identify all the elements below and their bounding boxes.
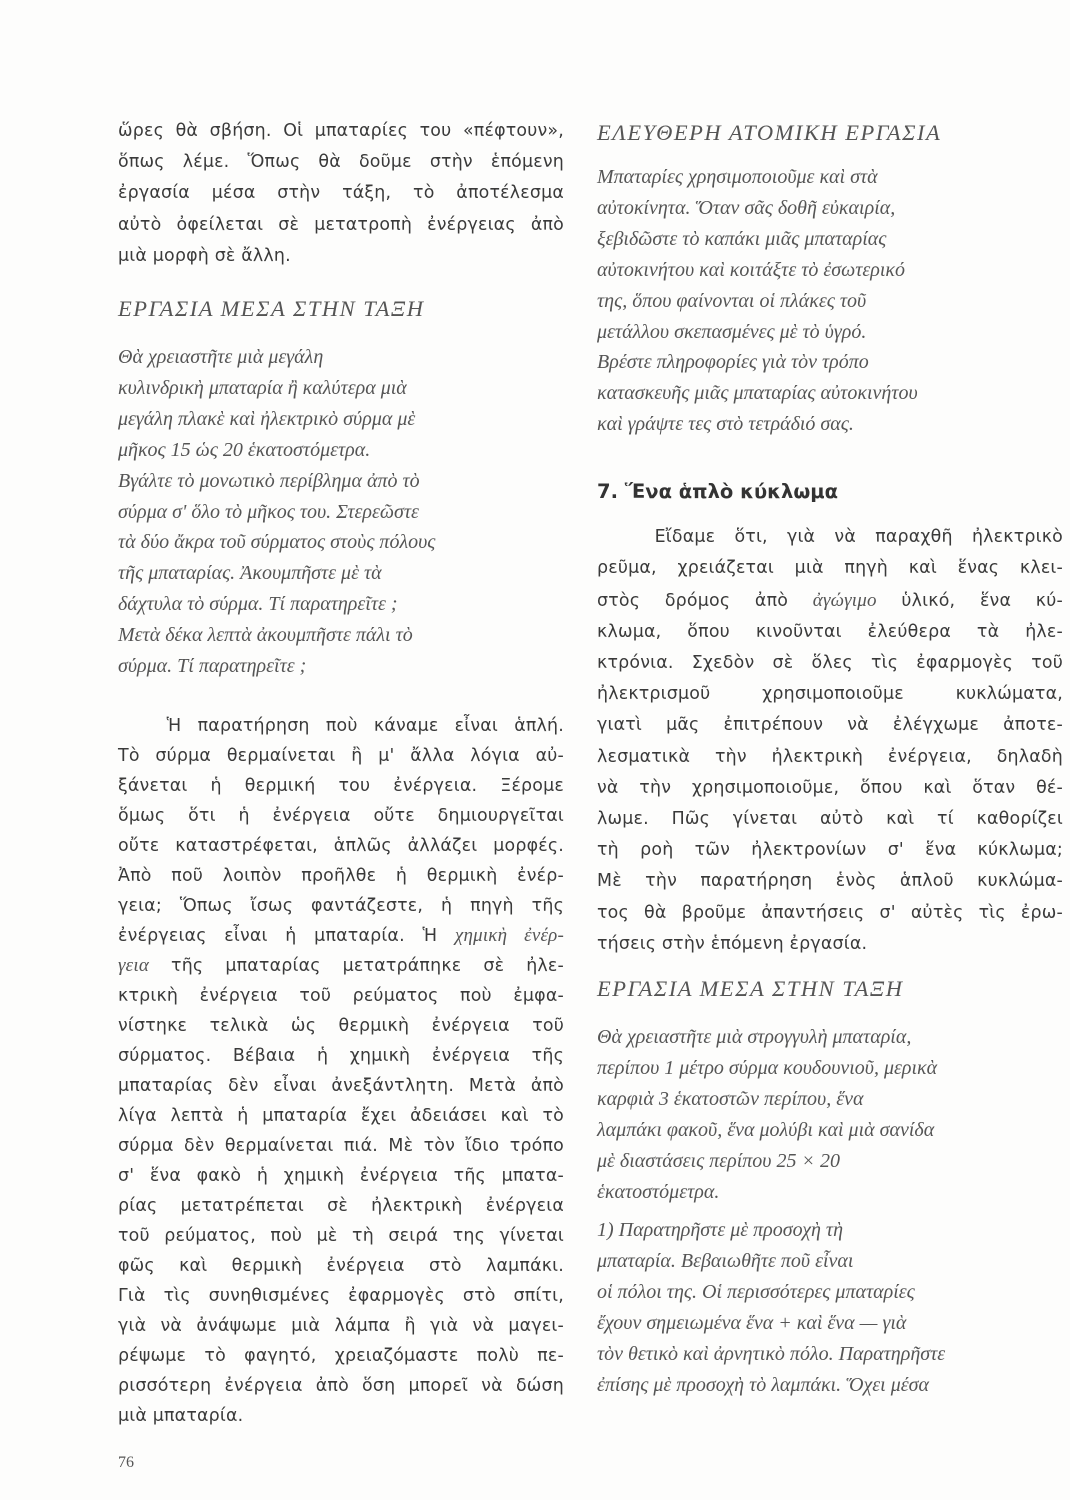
text-line: περίπου 1 μέτρο σύρμα κουδουνιοῦ, μερικὰ: [597, 1056, 938, 1079]
text-line: [597, 929, 1063, 960]
left-column: [118, 116, 564, 1431]
text-segment: λεσματικὰ τὴν ἠλεκτρικὴ ἐνέργεια, δηλαδὴ: [597, 746, 1063, 767]
emphasized-term: ἀγώγιμο: [812, 589, 877, 611]
text-line: [118, 981, 564, 1011]
text-segment: κτρόνια. Σχεδὸν σὲ ὅλες τὶς ἐφαρμογὲς τοῦ: [597, 652, 1063, 673]
text-segment: οὔτε καταστρέφεται, ἁπλῶς ἀλλάζει μορφές.: [118, 835, 564, 856]
text-line: [118, 711, 564, 741]
text-segment: ρεῦμα, χρειάζεται μιὰ πηγὴ καὶ ἕνας κλει-: [597, 558, 1063, 579]
text-segment: ὅμως ὅτι ἡ ἐνέργεια οὔτε δημιουργεῖται: [118, 805, 564, 826]
text-segment: ἠλεκτρισμοῦ χρησιμοποιοῦμε κυκλώματα,: [597, 684, 1063, 705]
text-segment: Γιὰ τὶς συνηθισμένες ἐφαρμογὲς στὸ σπίτι,: [118, 1285, 564, 1306]
text-segment: τοῦ ρεύματος, ποὺ μὲ τὴ σειρά της γίνεται: [118, 1225, 564, 1246]
text-line: καρφιὰ 3 ἑκατοστῶν περίπου, ἕνα: [597, 1087, 864, 1110]
text-line: κυλινδρικὴ μπαταρία ἢ καλύτερα μιὰ: [118, 376, 407, 399]
text-segment: φῶς καὶ θερμικὴ ἐνέργεια στὸ λαμπάκι.: [118, 1255, 564, 1276]
text-segment: λίγα λεπτὰ ἡ μπαταρία ἔχει ἀδειάσει καὶ τὸ: [118, 1105, 564, 1126]
text-segment: γιατὶ μᾶς ἐπιτρέπουν νὰ ἐλέγχωμε ἀποτε-: [597, 715, 1063, 736]
activity-materials: [597, 1022, 1063, 1207]
text-line: μὲ διαστάσεις περίπου 25 × 20: [597, 1149, 840, 1172]
text-segment: σύρμα δὲν θερμαίνεται πιά. Μὲ τὸν ἴδιο τρόπο: [118, 1135, 564, 1156]
text-segment: μιὰ μπαταρία.: [118, 1405, 244, 1426]
text-segment: Εἴδαμε ὅτι, γιὰ νὰ παραχθῆ ἠλεκτρικὸ: [597, 527, 1063, 548]
body-paragraph: [597, 522, 1063, 960]
text-line: [118, 1011, 564, 1041]
activity-instructions: [118, 342, 564, 682]
text-segment: κλωμα, ὅπου κινοῦνται ἐλεύθερα τὰ ἠλε-: [597, 621, 1063, 642]
text-line: ἑκατοστόμετρα.: [597, 1180, 720, 1203]
text-segment: Μὲ τὴν παρατήρηση ἑνὸς ἁπλοῦ κυκλώμα-: [597, 871, 1063, 892]
text-line: [597, 679, 1063, 710]
text-segment: σύρματος. Βέβαια ἡ χημικὴ ἐνέργεια τῆς: [118, 1045, 564, 1066]
text-line: Βγάλτε τὸ μονωτικὸ περίβλημα ἀπὸ τὸ: [118, 469, 420, 492]
text-line: Θὰ χρειαστῆτε μιὰ μεγάλη: [118, 346, 324, 369]
text-segment: ρέψωμε τὸ φαγητό, χρειαζόμαστε πολὺ πε-: [118, 1345, 564, 1366]
text-segment: γεια; Ὅπως ἴσως φαντάζεστε, ἡ πηγὴ τῆς: [118, 895, 564, 916]
text-segment: Τὸ σύρμα θερμαίνεται ἢ μ' ἄλλα λόγια αὐ-: [118, 745, 564, 766]
text-line: τὸν θετικὸ καὶ ἀρνητικὸ πόλο. Παρατηρῆστε: [597, 1343, 946, 1366]
text-line: τῆς μπαταρίας. Ἀκουμπῆστε μὲ τὰ: [118, 562, 382, 585]
section-heading: ΕΡΓΑΣΙΑ ΜΕΣΑ ΣΤΗΝ ΤΑΞΗ: [118, 296, 425, 322]
text-segment: μπαταρίας δὲν εἶναι ἀνεξάντλητη. Μετὰ ἀπὸ: [118, 1075, 564, 1096]
text-line: λαμπάκι φακοῦ, ἕνα μολύβι καὶ μιὰ σανίδα: [597, 1118, 935, 1141]
text-line: ἐπίσης μὲ προσοχὴ τὸ λαμπάκι. Ὅχει μέσα: [597, 1373, 930, 1396]
text-line: σύρμα. Τί παρατηρεῖτε ;: [118, 655, 307, 678]
intro-paragraph: [118, 116, 564, 272]
text-line: μεγάλη πλακὲ καὶ ἠλεκτρικὸ σύρμα μὲ: [118, 407, 416, 430]
text-line: [118, 1071, 564, 1101]
section-heading: ΕΛΕΥΘΕΡΗ ΑΤΟΜΙΚΗ ΕΡΓΑΣΙΑ: [597, 120, 942, 145]
text-line: [118, 1281, 564, 1311]
text-segment: τῆς μπαταρίας μετατράπηκε σὲ ἠλε-: [149, 955, 564, 976]
text-segment: ρισσότερη ἐνέργεια ἀπὸ ὅση μπορεῖ νὰ δώση: [118, 1375, 564, 1396]
text-line: ξεβιδῶστε τὸ καπάκι μιᾶς μπαταρίας: [597, 227, 887, 250]
text-line: μπαταρία. Βεβαιωθῆτε ποῦ εἶναι: [597, 1250, 854, 1273]
text-line: 1) Παρατηρῆστε μὲ προσοχὴ τὴ: [597, 1219, 844, 1242]
text-line: [118, 861, 564, 891]
text-segment: νίστηκε τελικὰ ὡς θερμικὴ ἐνέργεια τοῦ: [118, 1015, 564, 1036]
text-line: [597, 742, 1063, 773]
text-line: [118, 771, 564, 801]
text-line: [597, 804, 1063, 835]
text-segment: Ἀπὸ ποῦ λοιπὸν προῆλθε ἡ θερμικὴ ἐνέρ-: [118, 865, 564, 886]
text-segment: γιὰ νὰ ἀνάψωμε μιὰ λάμπα ἢ γιὰ νὰ μαγει-: [118, 1315, 564, 1336]
text-line: μετάλλου σκεπασμένες μὲ τὸ ὑγρό.: [597, 320, 867, 343]
emphasized-term: χημικὴ ἐνέρ-: [454, 924, 564, 946]
page-number: 76: [118, 1454, 134, 1471]
text-line: αὐτὸ ὀφείλεται σὲ μετατροπὴ ἐνέργειας ἀπὸ: [118, 214, 564, 235]
text-line: [118, 831, 564, 861]
text-line: [597, 617, 1063, 648]
text-line: Θὰ χρειαστῆτε μιὰ στρογγυλὴ μπαταρία,: [597, 1026, 912, 1048]
text-line: ἔχουν σημειωμένα ἕνα + καὶ ἕνα — γιὰ: [597, 1312, 907, 1335]
text-segment: τήσεις στὴν ἑπόμενη ἐργασία.: [597, 933, 868, 954]
right-column: [597, 116, 1063, 1401]
text-line: αὐτοκίνητα. Ὅταν σᾶς δοθῆ εὐκαιρία,: [597, 196, 896, 219]
text-segment: ὑλικό, ἕνα κύ-: [876, 590, 1063, 611]
text-line: [118, 1221, 564, 1251]
text-segment: τὴ ροὴ τῶν ἠλεκτρονίων σ' ἕνα κύκλωμα;: [597, 840, 1063, 861]
text-segment: ρίας μετατρέπεται σὲ ἠλεκτρικὴ ἐνέργεια: [118, 1195, 564, 1216]
text-segment: ἐνέργειας εἶναι ἡ μπαταρία. Ἡ: [118, 925, 455, 946]
text-line: [118, 1311, 564, 1341]
text-line: [597, 648, 1063, 679]
text-line: [118, 891, 564, 921]
text-line: [597, 773, 1063, 804]
text-line: Βρέστε πληροφορίες γιὰ τὸν τρόπο: [597, 351, 869, 374]
text-line: της, ὅπου φαίνονται οἱ πλάκες τοῦ: [597, 289, 867, 312]
text-line: καὶ γράψτε τες στὸ τετράδιό σας.: [597, 413, 854, 436]
text-segment: στὸς δρόμος ἀπὸ: [597, 590, 813, 611]
text-line: [597, 553, 1063, 584]
text-line: [118, 921, 564, 951]
text-line: Μετὰ δέκα λεπτὰ ἀκουμπῆστε πάλι τὸ: [118, 624, 413, 647]
text-segment: κτρικὴ ἐνέργεια τοῦ ρεύματος ποὺ ἐμφα-: [118, 985, 564, 1006]
emphasized-term: γεια: [118, 954, 150, 976]
text-line: αὐτοκινήτου καὶ κοιτάξτε τὸ ἐσωτερικό: [597, 258, 906, 281]
text-line: [118, 1041, 564, 1071]
text-segment: Ἡ παρατήρηση ποὺ κάναμε εἶναι ἁπλή.: [118, 715, 564, 736]
text-line: οἱ πόλοι της. Οἱ περισσότερες μπαταρίες: [597, 1281, 915, 1304]
text-line: [118, 951, 564, 981]
text-line: [118, 1161, 564, 1191]
text-line: [597, 898, 1063, 929]
text-line: [118, 801, 564, 831]
text-line: [597, 522, 1063, 553]
text-line: [118, 1341, 564, 1371]
text-segment: σ' ἕνα φακὸ ἡ χημικὴ ἐνέργεια τῆς μπατα-: [118, 1165, 564, 1186]
text-line: [118, 1131, 564, 1161]
chapter-title: 7. Ἕνα ἁπλὸ κύκλωμα: [597, 480, 839, 504]
text-line: [118, 1401, 564, 1431]
text-line: [597, 835, 1063, 866]
text-line: [118, 741, 564, 771]
text-line: [118, 1251, 564, 1281]
text-line: ἐργασία μέσα στὴν τάξη, τὸ ἀποτέλεσμα: [118, 183, 564, 204]
text-line: [597, 585, 1063, 617]
text-line: Μπαταρίες χρησιμοποιοῦμε καὶ στὰ: [597, 166, 878, 188]
text-line: [597, 866, 1063, 897]
text-line: ὥρες θὰ σβήση. Οἱ μπαταρίες του «πέφτουν»,: [118, 121, 564, 141]
free-work-text: [597, 162, 1063, 440]
text-line: ὅπως λέμε. Ὅπως θὰ δοῦμε στὴν ἑπόμενη: [118, 152, 564, 173]
text-segment: τος θὰ βροῦμε ἀπαντήσεις σ' αὐτὲς τὶς ἐρω-: [597, 902, 1063, 923]
text-line: μῆκος 15 ὡς 20 ἑκατοστόμετρα.: [118, 438, 371, 461]
activity-steps: [597, 1215, 1063, 1400]
text-line: σύρμα σ' ὅλο τὸ μῆκος του. Στερεῶστε: [118, 500, 419, 523]
body-paragraph: [118, 711, 564, 1431]
text-line: κατασκευῆς μιᾶς μπαταρίας αὐτοκινήτου: [597, 382, 918, 405]
section-heading: ΕΡΓΑΣΙΑ ΜΕΣΑ ΣΤΗΝ ΤΑΞΗ: [597, 976, 904, 1001]
text-segment: λωμε. Πῶς γίνεται αὐτὸ καὶ τί καθορίζει: [597, 808, 1063, 829]
text-line: τὰ δύο ἄκρα τοῦ σύρματος στοὺς πόλους: [118, 531, 436, 554]
text-line: δάχτυλα τὸ σύρμα. Τί παρατηρεῖτε ;: [118, 593, 398, 616]
text-segment: ξάνεται ἡ θερμική του ἐνέργεια. Ξέρομε: [118, 775, 564, 796]
text-line: [118, 1191, 564, 1221]
text-line: [597, 710, 1063, 741]
text-line: μιὰ μορφὴ σὲ ἄλλη.: [118, 245, 291, 266]
text-segment: νὰ τὴν χρησιμοποιοῦμε, ὅπου καὶ ὅταν θέ-: [597, 777, 1063, 798]
text-line: [118, 1101, 564, 1131]
text-line: [118, 1371, 564, 1401]
